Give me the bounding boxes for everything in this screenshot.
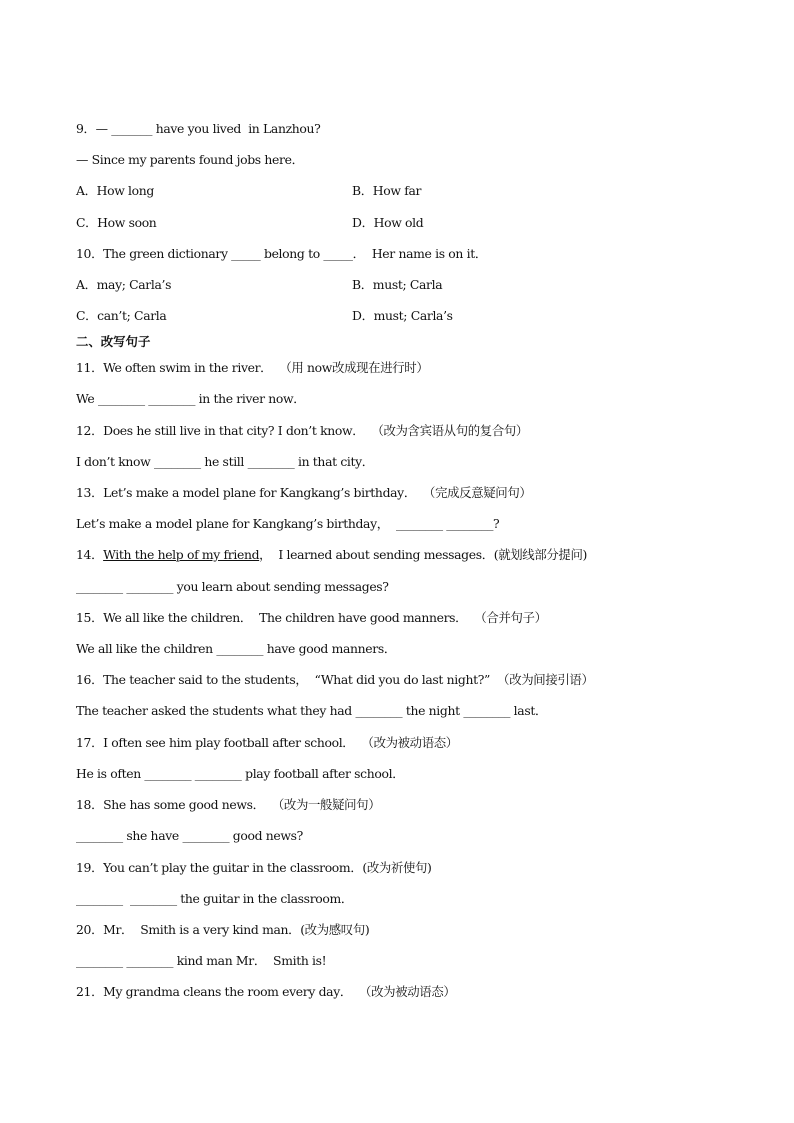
question-10-option-d: D．must; Carla’s <box>352 308 453 323</box>
question-16-answer: The teacher asked the students what they had ________ the night ________ last． <box>76 703 548 718</box>
question-10-option-b: B．must; Carla <box>352 277 443 292</box>
question-16-stem: 16．The teacher said to the students， “What did you do last night?” （改为间接引语） <box>76 672 594 687</box>
question-9-option-d: D．How old <box>352 215 424 230</box>
question-15-answer: We all like the children ________ have good manners． <box>76 641 396 656</box>
question-19-answer: ________ ________ the guitar in the classroom． <box>76 891 353 906</box>
question-12-answer: I don’t know ________ he still ________ in that city． <box>76 454 374 469</box>
question-11-stem: 11．We often swim in the river． （用 now改成现在进行时） <box>76 360 429 375</box>
question-19-stem: 19．You can’t play the guitar in the classroom．(改为祈使句) <box>76 860 432 875</box>
question-9-reply: — Since my parents found jobs here． <box>76 152 304 167</box>
question-9-option-a: A．How long <box>76 183 154 198</box>
question-18-answer: ________ she have ________ good news? <box>76 828 303 843</box>
question-10-option-c: C．can’t; Carla <box>76 308 167 323</box>
question-11-answer: We ________ ________ in the river now． <box>76 391 306 406</box>
question-15-stem: 15．We all like the children． The children have good manners． （合并句子） <box>76 610 547 625</box>
question-21-stem: 21．My grandma cleans the room every day． （改为被动语态） <box>76 984 456 999</box>
question-14-underlined-phrase: With the help of my friend <box>103 547 260 562</box>
question-10-option-a: A．may; Carla’s <box>76 277 172 292</box>
question-9-stem: 9．— _______ have you lived in Lanzhou? <box>76 121 321 136</box>
question-18-stem: 18．She has some good news． （改为一般疑问句） <box>76 797 381 812</box>
question-14-number: 14． <box>76 547 104 562</box>
question-14-rest: ， I learned about sending messages．(就划线部分提问) <box>259 547 587 562</box>
question-20-stem: 20．Mr． Smith is a very kind man．(改为感叹句) <box>76 922 370 937</box>
question-17-stem: 17．I often see him play football after school． （改为被动语态） <box>76 735 458 750</box>
question-13-stem: 13．Let’s make a model plane for Kangkang’s birthday． （完成反意疑问句） <box>76 485 532 500</box>
question-14-stem <box>76 547 587 563</box>
question-14-answer: ________ ________ you learn about sending messages? <box>76 579 389 594</box>
question-9-option-b: B．How far <box>352 183 422 198</box>
section-2-title: 二、改写句子 <box>76 334 151 349</box>
question-17-answer: He is often ________ ________ play football after school． <box>76 766 405 781</box>
question-20-answer: ________ ________ kind man Mr． Smith is! <box>76 953 327 968</box>
question-13-answer: Let’s make a model plane for Kangkang’s birthday， ________ ________? <box>76 516 500 531</box>
question-9-option-c: C．How soon <box>76 215 157 230</box>
question-12-stem: 12．Does he still live in that city? I don’t know． （改为含宾语从句的复合句） <box>76 423 528 438</box>
question-10-stem: 10．The green dictionary _____ belong to _____． Her name is on it． <box>76 246 487 261</box>
